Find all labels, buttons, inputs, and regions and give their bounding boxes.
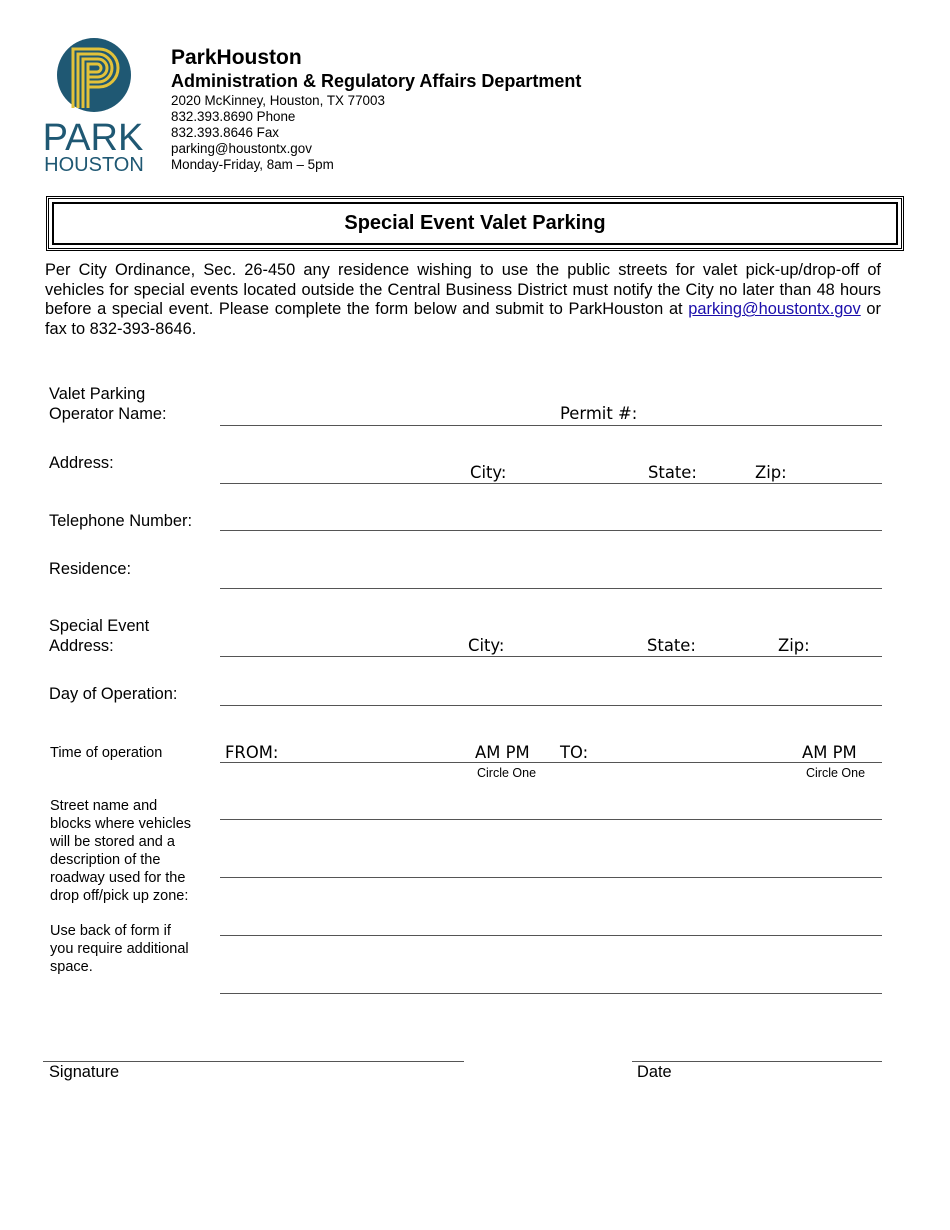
- to-ampm-option[interactable]: AM PM: [802, 743, 857, 762]
- city-label: City:: [470, 463, 507, 482]
- event-address-label: Special Event Address:: [49, 617, 150, 655]
- time-of-operation-label: Time of operation: [50, 745, 163, 761]
- logo-text-houston: HOUSTON: [44, 154, 144, 174]
- intro-text: Per City Ordinance, Sec. 26-450 any residence wishing to use the public streets for valet pick-up/drop-off of vehicles for special events located outside the Central Business District must notify the City no later than 48 hours before a special event. Please complete the form below and submit to ParkHouston at: [45, 261, 881, 319]
- zip-label: Zip:: [755, 463, 787, 482]
- department-name: Administration & Regulatory Affairs Department: [171, 71, 582, 91]
- street-description-line-4[interactable]: [220, 993, 882, 994]
- residence-field[interactable]: [220, 588, 882, 589]
- date-label: Date: [637, 1063, 672, 1081]
- org-hours: Monday-Friday, 8am – 5pm: [171, 157, 334, 172]
- day-of-operation-field[interactable]: [220, 705, 882, 706]
- event-address-field[interactable]: [220, 656, 882, 657]
- use-back-note: Use back of form if you require additional space.: [50, 923, 189, 975]
- telephone-label: Telephone Number:: [49, 512, 193, 530]
- from-ampm-option[interactable]: AM PM: [475, 743, 530, 762]
- intro-tail: or fax to 832-393-8646.: [45, 300, 881, 338]
- to-label: TO:: [560, 743, 589, 762]
- address-label: Address:: [49, 454, 114, 472]
- logo-text-park: PARK: [42, 117, 144, 159]
- org-phone: 832.393.8690 Phone: [171, 109, 296, 124]
- day-of-operation-label: Day of Operation:: [49, 685, 178, 703]
- signature-label: Signature: [49, 1063, 120, 1081]
- org-name: ParkHouston: [171, 46, 302, 69]
- from-circle-one-hint: Circle One: [477, 766, 537, 780]
- date-field[interactable]: [632, 1061, 882, 1062]
- street-description-line-1[interactable]: [220, 819, 882, 820]
- org-email: parking@houstontx.gov: [171, 141, 312, 156]
- telephone-field[interactable]: [220, 530, 882, 531]
- parkhouston-logo: [38, 38, 152, 174]
- operator-name-field[interactable]: [220, 425, 882, 426]
- permit-label: Permit #:: [560, 404, 638, 423]
- event-city-label: City:: [468, 636, 505, 655]
- org-address: 2020 McKinney, Houston, TX 77003: [171, 93, 385, 108]
- event-state-label: State:: [647, 636, 696, 655]
- signature-field[interactable]: [43, 1061, 464, 1062]
- address-field[interactable]: [220, 483, 882, 484]
- street-description-line-2[interactable]: [220, 877, 882, 878]
- org-fax: 832.393.8646 Fax: [171, 125, 279, 140]
- email-link[interactable]: parking@houstontx.gov: [688, 300, 861, 319]
- form-title: Special Event Valet Parking: [52, 202, 898, 245]
- state-label: State:: [648, 463, 697, 482]
- to-circle-one-hint: Circle One: [806, 766, 866, 780]
- residence-label: Residence:: [49, 560, 132, 578]
- operator-name-label: Valet Parking Operator Name:: [49, 385, 167, 423]
- from-label: FROM:: [225, 743, 279, 762]
- time-of-operation-field[interactable]: [220, 762, 882, 763]
- intro-paragraph: [45, 261, 881, 339]
- form-title-box: [46, 196, 904, 251]
- street-description-label: Street name and blocks where vehicles will be stored and a description of the roadway used for the drop off/pick up zone:: [50, 798, 192, 904]
- street-description-line-3[interactable]: [220, 935, 882, 936]
- event-zip-label: Zip:: [778, 636, 810, 655]
